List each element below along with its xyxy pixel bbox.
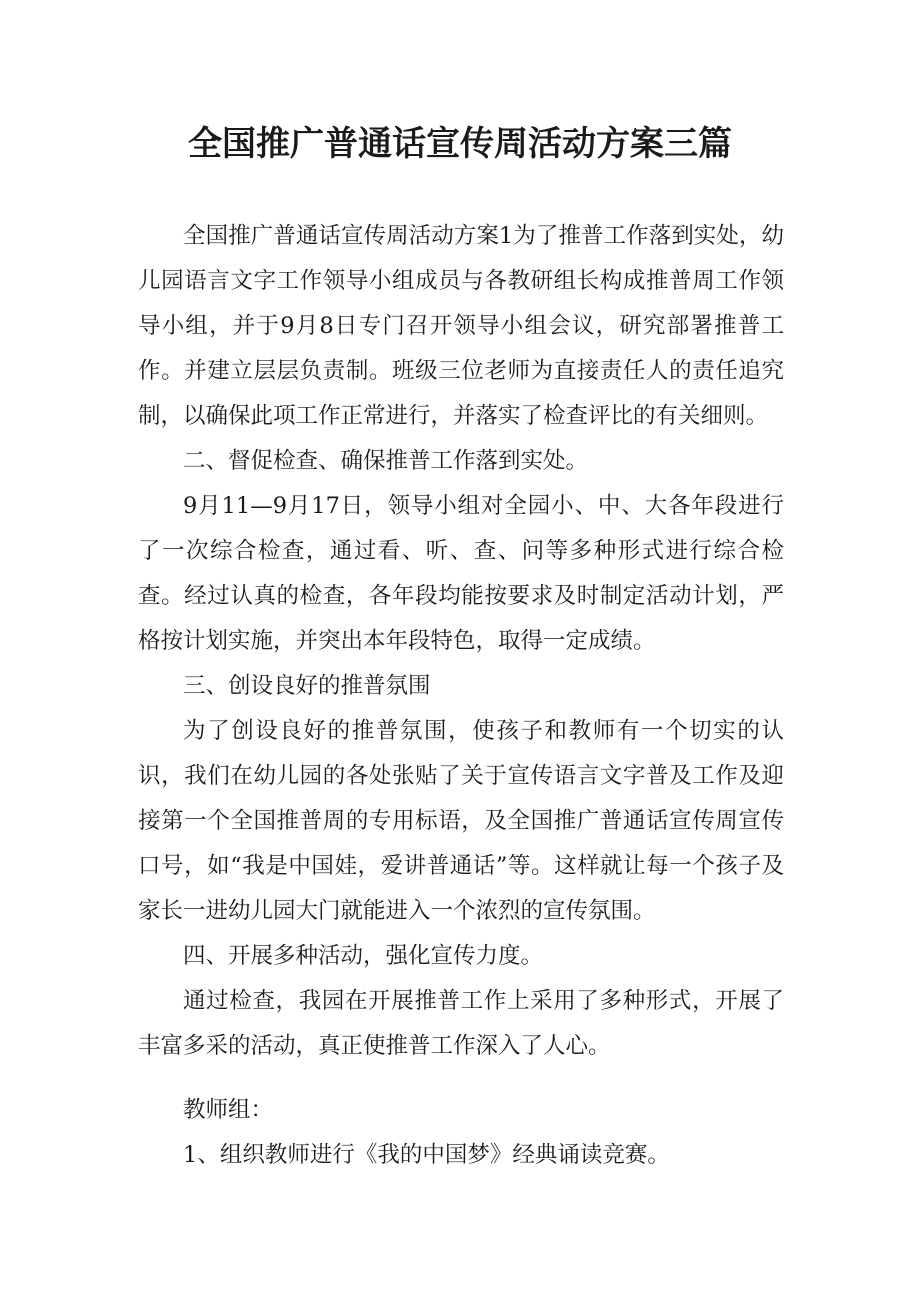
heading-section-4: 四、开展多种活动，强化宣传力度。 (183, 943, 544, 969)
paragraph-inspection: 9月11—9月17日，领导小组对全园小、中、大各年段进行了一次综合检查，通过看、听、查、问等多种形式进行综合检查。经过认真的检查，各年段均能按要求及时制定活动计划，严格按计划实施，并突出本年段特色，取得一定成绩。 (138, 493, 784, 654)
document-title: 全国推广普通话宣传周活动方案三篇 (188, 124, 732, 164)
paragraph-activities: 通过检查，我园在开展推普工作上采用了多种形式，开展了丰富多采的活动，真正使推普工作深入了人心。 (138, 988, 784, 1059)
paragraph-atmosphere: 为了创设良好的推普氛围，使孩子和教师有一个切实的认识，我们在幼儿园的各处张贴了关于宣传语言文字普及工作及迎接第一个全国推普周的专用标语，及全国推广普通话宣传周宣传口号，如“我是中国娃，爱讲普通话”等。这样就让每一个孩子及家长一进幼儿园大门就能进入一个浓烈的宣传氛围。 (138, 718, 784, 924)
heading-section-3: 三、创设良好的推普氛围 (183, 673, 431, 699)
heading-teacher-group: 教师组： (183, 1097, 274, 1123)
heading-section-2: 二、督促检查、确保推普工作落到实处。 (183, 448, 589, 474)
document-body (138, 214, 784, 1178)
paragraph-intro: 全国推广普通话宣传周活动方案1为了推普工作落到实处，幼儿园语言文字工作领导小组成员与各教研组长构成推普周工作领导小组，并于9月8日专门召开领导小组会议，研究部署推普工作。并建立层层负责制。班级三位老师为直接责任人的责任追究制，以确保此项工作正常进行，并落实了检查评比的有关细则。 (138, 223, 784, 429)
list-item-1: 1、组织教师进行《我的中国梦》经典诵读竞赛。 (183, 1142, 670, 1168)
